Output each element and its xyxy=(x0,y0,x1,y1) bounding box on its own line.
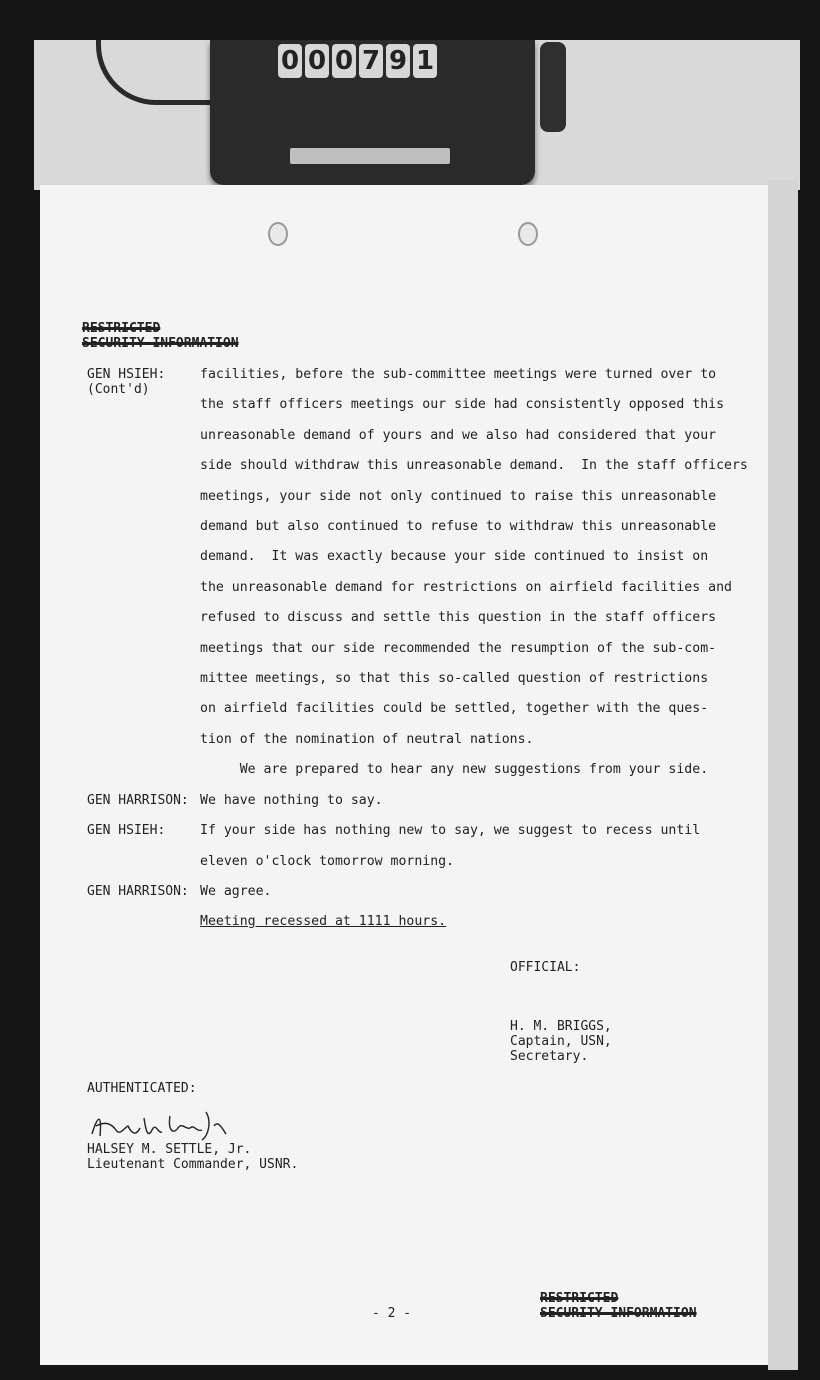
official-title: Secretary. xyxy=(510,1049,589,1064)
transcript-line: If your side has nothing new to say, we suggest to recess until xyxy=(200,823,701,838)
counter-digit: 0 xyxy=(332,44,356,78)
transcript-line: refused to discuss and settle this question in the staff officers xyxy=(200,610,717,625)
counter-digit: 1 xyxy=(413,44,437,78)
transcript-line: mittee meetings, so that this so-called question of restrictions xyxy=(200,671,709,686)
counter-digit: 0 xyxy=(305,44,329,78)
transcript-line: We agree. xyxy=(200,884,272,899)
official-name: H. M. BRIGGS, xyxy=(510,1019,612,1034)
transcript-line: facilities, before the sub-committee meetings were turned over to xyxy=(200,367,717,382)
transcript-line: the staff officers meetings our side had consistently opposed this xyxy=(200,397,725,412)
transcript-line: meetings that our side recommended the resumption of the sub-com- xyxy=(200,641,717,656)
classification-bottom-line1: RESTRICTED xyxy=(540,1291,619,1306)
frame-counter xyxy=(210,40,535,185)
transcript-line: demand. It was exactly because your side continued to insist on xyxy=(200,549,709,564)
handwritten-signature xyxy=(88,1108,238,1144)
counter-digit: 0 xyxy=(278,44,302,78)
punch-hole xyxy=(518,222,538,246)
transcript-line: We have nothing to say. xyxy=(200,793,383,808)
counter-digit: 9 xyxy=(386,44,410,78)
speaker-label: GEN HSIEH: xyxy=(87,367,166,382)
speaker-note: (Cont'd) xyxy=(87,382,150,397)
speaker-label: GEN HSIEH: xyxy=(87,823,166,838)
transcript-line: unreasonable demand of yours and we also had considered that your xyxy=(200,428,717,443)
transcript-line: tion of the nomination of neutral nations. xyxy=(200,732,534,747)
transcript-line: on airfield facilities could be settled, together with the ques- xyxy=(200,701,709,716)
transcript-line: We are prepared to hear any new suggestions from your side. xyxy=(200,762,709,777)
classification-top-line2: SECURITY INFORMATION xyxy=(82,336,239,351)
transcript-line: eleven o'clock tomorrow morning. xyxy=(200,854,455,869)
official-rank: Captain, USN, xyxy=(510,1034,612,1049)
counter-plate xyxy=(290,148,450,164)
transcript-line: side should withdraw this unreasonable demand. In the staff officers xyxy=(200,458,748,473)
authenticated-label: AUTHENTICATED: xyxy=(87,1081,197,1096)
counter-knob xyxy=(540,42,566,132)
counter-digits xyxy=(278,44,437,82)
speaker-label: GEN HARRISON: xyxy=(87,884,189,899)
punch-hole xyxy=(268,222,288,246)
speaker-label: GEN HARRISON: xyxy=(87,793,189,808)
counter-digit: 7 xyxy=(359,44,383,78)
classification-top-line1: RESTRICTED xyxy=(82,321,161,336)
authenticated-name: HALSEY M. SETTLE, Jr. xyxy=(87,1142,252,1157)
transcript-line: meetings, your side not only continued to raise this unreasonable xyxy=(200,489,717,504)
authenticated-title: Lieutenant Commander, USNR. xyxy=(87,1157,299,1172)
page-edge xyxy=(768,180,798,1370)
transcript-line: the unreasonable demand for restrictions on airfield facilities and xyxy=(200,580,732,595)
recess-note: Meeting recessed at 1111 hours. xyxy=(200,914,447,929)
official-label: OFFICIAL: xyxy=(510,960,581,975)
transcript-line: demand but also continued to refuse to withdraw this unreasonable xyxy=(200,519,717,534)
page-number: - 2 - xyxy=(372,1306,412,1321)
classification-bottom-line2: SECURITY INFORMATION xyxy=(540,1306,697,1321)
